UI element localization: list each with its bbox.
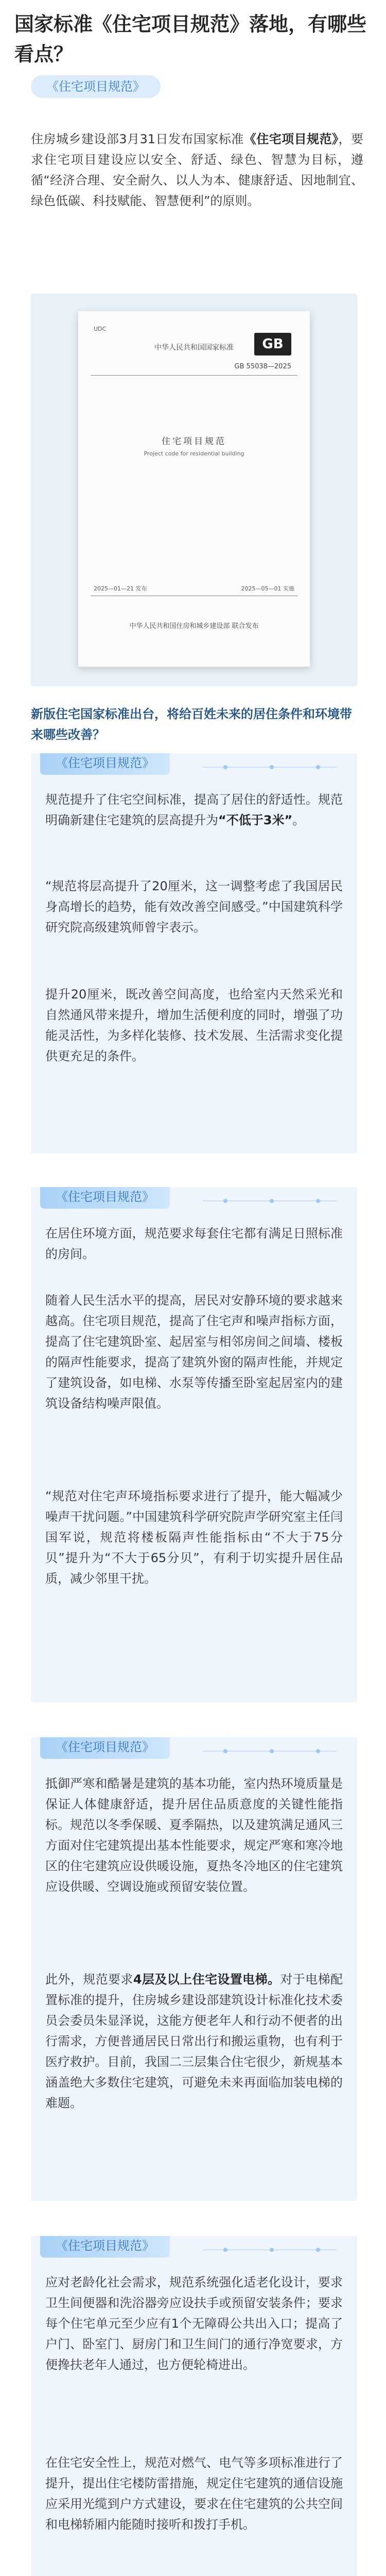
intro-text-a: 住房城乡建设部3月31日发布国家标准 bbox=[31, 132, 244, 146]
wave-decoration-icon bbox=[192, 760, 347, 776]
section-2 bbox=[31, 1187, 357, 1702]
cover-doc-name-en: Project code for residential building bbox=[144, 450, 244, 457]
section-1-para-3: 提升20厘米，既改善空间高度，也给室内天然采光和自然通风带来提升，增加生活便利度的同时，增强了功能灵活性，为多样化装修、技术发展、生活需求变化提供更充足的条件。 bbox=[45, 987, 343, 1063]
article-title: 国家标准《住宅项目规范》落地，有哪些看点？ bbox=[14, 13, 367, 65]
wave-decoration-icon bbox=[192, 2243, 347, 2259]
topic-tag: 《住宅项目规范》 bbox=[31, 75, 161, 98]
section-2-para-1: 在居住环境方面，规范要求每套住宅都有满足日照标准的房间。 bbox=[45, 1226, 343, 1261]
text: 规范提升了住宅空间标准，提高了居住的舒适性。规范明确新建住宅建筑的层高提升为 bbox=[45, 792, 343, 827]
wave-decoration-icon bbox=[192, 1194, 347, 1210]
bold-text: “不低于3米” bbox=[218, 813, 293, 827]
section-1-para-2: “规范将层高提升了20厘米，这一调整考虑了我国居民身高增长的趋势，能有效改善空间感受。”中国建筑科学研究院高级建筑师曾宇表示。 bbox=[45, 879, 343, 935]
section-tag: 《住宅项目规范》 bbox=[40, 753, 170, 775]
text: 此外，规范要求 bbox=[45, 1972, 133, 1987]
text: 。 bbox=[292, 813, 305, 827]
wave-decoration-icon bbox=[192, 1744, 347, 1760]
bold-text: 4层及以上住宅设置电梯。 bbox=[133, 1972, 280, 1987]
cover-divider bbox=[91, 375, 297, 376]
section-4-para-1: 应对老龄化社会需求，规范系统强化适老化设计，要求卫生间便器和洗浴器旁应设扶手或预留安装条件；要求每个住宅单元至少应有1个无障碍公共出入口；提高了户门、卧室门、厨房门和卫生间门的通行净宽要求，方便搀扶老年人通过，也方便轮椅进出。 bbox=[45, 2275, 343, 2372]
section-4-para-2: 在住宅安全性上，规范对燃气、电气等多项标准进行了提升，提出住宅楼防雷措施，规定住宅建筑的通信设施应采用光缆到户方式建设，要求在住宅建筑的公共空间和电梯轿厢内能随时接听和拨打手机。 bbox=[45, 2455, 343, 2532]
image-caption: 新版住宅国家标准出台，将给百姓未来的居住条件和环境带来哪些改善？ bbox=[31, 707, 352, 742]
standard-document bbox=[78, 311, 310, 667]
cover-number: GB 55038—2025 bbox=[234, 363, 291, 370]
section-1-para-1 bbox=[45, 789, 343, 831]
intro-text-b: ，要求住宅项目建设应以安全、舒适、绿色、智慧为目标，遵循“经济合理、安全耐久、以人为本、健康舒适、因地制宜、绿色低碳、科技赋能、智慧便利”的原则。 bbox=[31, 132, 363, 208]
section-2-para-2: 随着人民生活水平的提高，居民对安静环境的要求越来越高。住宅项目规范，提高了住宅声和噪声指标方面，提高了住宅建筑卧室、起居室与相邻房间之间墙、楼板的隔声性能要求，提高了建筑外窗的隔声性能，并规定了建筑设备，如电梯、水泵等传播至卧室起居室内的建筑设备结构噪声限值。 bbox=[45, 1293, 343, 1411]
cover-udc: UDC bbox=[94, 326, 107, 332]
section-4 bbox=[31, 2236, 357, 2576]
cover-issuer: 中华人民共和国住房和城乡建设部 联合发布 bbox=[129, 622, 259, 630]
cover-doc-name: 住宅项目规范 bbox=[162, 436, 226, 447]
section-tag: 《住宅项目规范》 bbox=[40, 1187, 170, 1209]
intro-bold: 《住宅项目规范》 bbox=[243, 132, 339, 146]
intro-paragraph bbox=[31, 129, 363, 211]
section-1 bbox=[31, 753, 357, 1153]
section-3-para-1: 抵御严寒和酷暑是建筑的基本功能，室内热环境质量是保证人体健康舒适，提升居住品质意度的关键性能指标。规范以冬季保暖、夏季隔热，以及建筑满足通风三方面对住宅建筑提出基本性能要求，规定严寒和寒冷地区的住宅建筑应设供暖设施，夏热冬冷地区的住宅建筑应设供暖、空调设施或预留安装位置。 bbox=[45, 1776, 343, 1894]
cover-effective-date: 2025—05—01 实施 bbox=[241, 585, 294, 592]
section-3 bbox=[31, 1737, 357, 2201]
section-3-para-2 bbox=[45, 1969, 343, 2113]
cover-issue-date: 2025—01—21 发布 bbox=[94, 585, 147, 592]
gb-logo-icon: GB bbox=[254, 333, 291, 355]
section-2-para-3: “规范对住宅声环境指标要求进行了提升，能大幅减少噪声干扰问题。”中国建筑科学研究院声学研究室主任闫国军说，规范将楼板隔声性能指标由“不大于75分贝”提升为“不大于65分贝”，有利于切实提升居住品质，减少邻里干扰。 bbox=[45, 1489, 343, 1586]
text: 对于电梯配置标准的提升，住房城乡建设部建筑设计标准化技术委员会委员朱显泽说，这能方便老年人和行动不便者的出行需求，方便普通居民日常出行和搬运重物，也有利于医疗救护。目前，我国二三层集合住宅很少，新规基本涵盖绝大多数住宅建筑，可避免未来再面临加装电梯的难题。 bbox=[45, 1972, 343, 2110]
section-tag: 《住宅项目规范》 bbox=[40, 1737, 170, 1759]
cover-org: 中华人民共和国国家标准 bbox=[154, 344, 234, 352]
standard-cover-image bbox=[31, 294, 357, 686]
section-tag: 《住宅项目规范》 bbox=[40, 2236, 170, 2258]
